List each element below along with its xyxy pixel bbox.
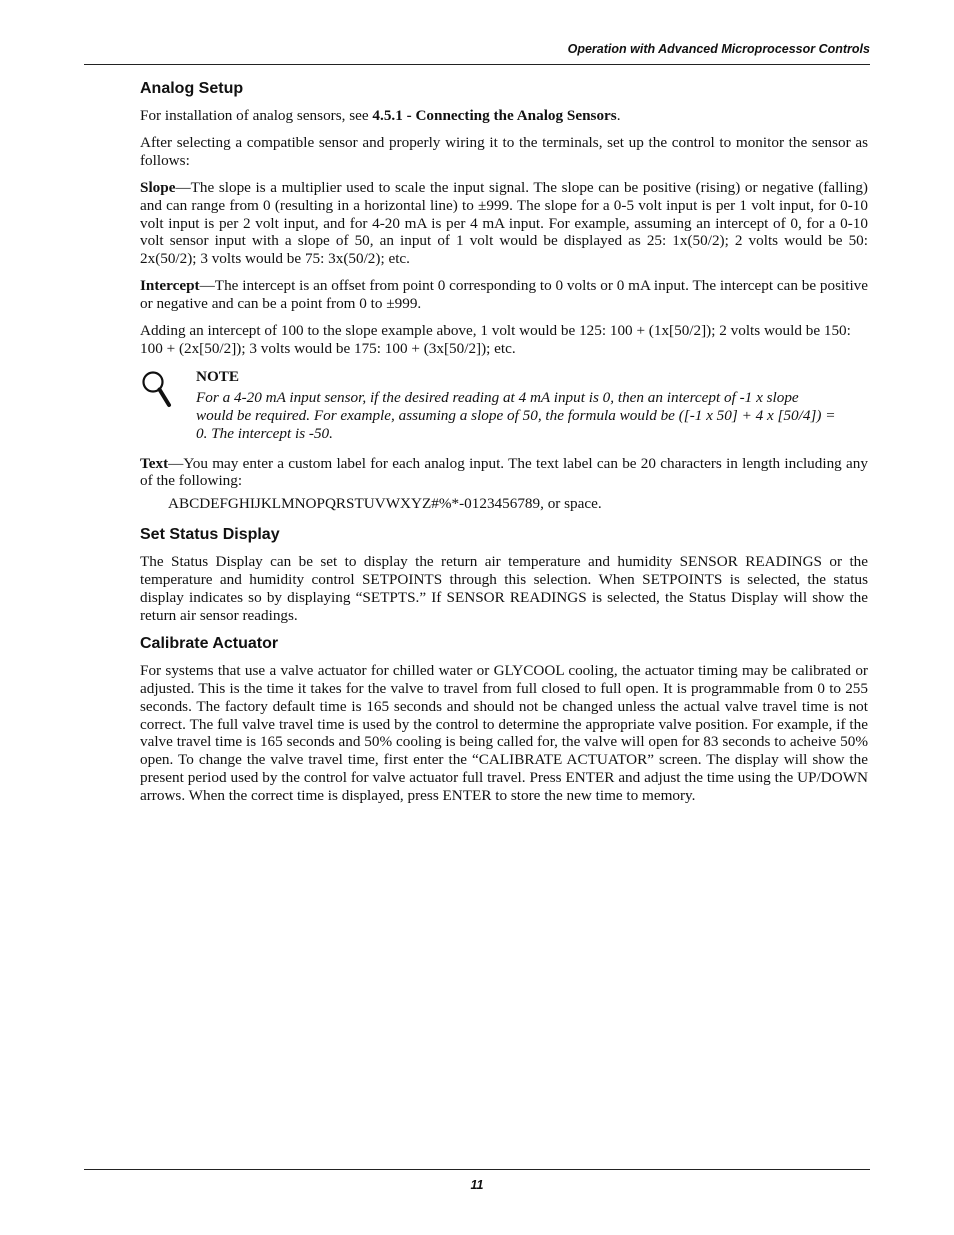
page-content: [140, 79, 868, 814]
page-number: 11: [470, 1178, 484, 1192]
footer-rule: [84, 1169, 870, 1170]
analog-setup-paragraph: After selecting a compatible sensor and properly wiring it to the terminals, set up the control to monitor the sensor as follows:: [140, 133, 868, 169]
intercept-term: Intercept: [140, 277, 200, 295]
analog-intro-suffix: .: [616, 107, 621, 124]
allowed-characters: ABCDEFGHIJKLMNOPQRSTUVWXYZ#%*-0123456789, or space.: [168, 495, 602, 513]
note-text: For a 4-20 mA input sensor, if the desired reading at 4 mA input is 0, then an intercept of -1 x slope would be required. For example, assuming a slope of 50, the formula would be ([-1 x 50] + 4 x [50/4]) = 0. The intercept is -50.: [196, 388, 836, 442]
analog-intro-reference: 4.5.1 - Connecting the Analog Sensors: [372, 107, 617, 124]
status-display-paragraph: The Status Display can be set to display the return air temperature and humidity SENSOR READINGS or the temperature and humidity control SETPOINTS through this selection. When SETPOINTS is selected, the status display indicates so by displaying “SETPTS.” If SENSOR READINGS is selected, the Status Display will show the return air sensor readings.: [140, 553, 868, 624]
text-term: Text: [140, 454, 169, 472]
note-title: NOTE: [196, 367, 240, 385]
intercept-paragraph: [140, 277, 868, 313]
text-description: —You may enter a custom label for each analog input. The text label can be 20 characters in length including any of the following:: [140, 454, 868, 490]
section-heading-status-display: Set Status Display: [140, 526, 280, 544]
magnifier-icon: [140, 370, 174, 410]
slope-term: Slope: [140, 178, 176, 196]
text-paragraph: [140, 455, 868, 491]
section-heading-calibrate-actuator: Calibrate Actuator: [140, 634, 279, 652]
slope-description: —The slope is a multiplier used to scale the input signal. The slope can be positive (rising) or negative (falling) and can range from 0 (resulting in a horizontal line) to ±999. The slope for a 0-5 volt input is per 1 volt input, for 0-10 volt input is per 2 volt input, and for 4-20 mA is per 4 mA input. For example, assuming an intercept of 0, for a 0-10 volt sensor input with a slope of 50, an input of 1 volt would be displayed as 25: 1x(50/2); 2 volts would be 50: 2x(50/2); 3 volts would be 75: 3x(50/2); etc.: [140, 178, 868, 268]
intercept-description: —The intercept is an offset from point 0 corresponding to 0 volts or 0 mA input. The intercept can be positive or negative and can be a point from 0 to ±999.: [140, 277, 868, 313]
running-header: Operation with Advanced Microprocessor Controls: [567, 42, 870, 56]
note-box: [140, 368, 868, 443]
section-heading-analog-setup: Analog Setup: [140, 80, 244, 97]
calibrate-actuator-paragraph: For systems that use a valve actuator for chilled water or GLYCOOL cooling, the actuator timing may be calibrated or adjusted. This is the time it takes for the valve to travel from full closed to full open. It is programmable from 0 to 255 seconds. The factory default time is 165 seconds and should not be changed unless the actual valve travel time is not correct. The full valve travel time is used by the control to determine the appropriate valve position. For example, if the valve travel time is 165 seconds and 50% cooling is being called for, the valve will open for 83 seconds to acheive 50% open. To change the valve travel time, first enter the “CALIBRATE ACTUATOR” screen. The display will show the present period used by the control for valve actuator full travel. Press ENTER and adjust the time using the UP/DOWN arrows. When the correct time is displayed, press ENTER to store the new time to memory.: [140, 661, 868, 805]
intercept-example-paragraph: Adding an intercept of 100 to the slope example above, 1 volt would be 125: 100 + (1x[50/2]); 2 volts would be 150: 100 + (2x[50/2]); 3 volts would be 175: 100 + (3x[50/2]); etc.: [140, 322, 851, 357]
header-rule: [84, 64, 870, 65]
slope-paragraph: [140, 179, 868, 269]
analog-intro-paragraph: [140, 107, 868, 125]
analog-intro-prefix: For installation of analog sensors, see: [140, 107, 373, 124]
